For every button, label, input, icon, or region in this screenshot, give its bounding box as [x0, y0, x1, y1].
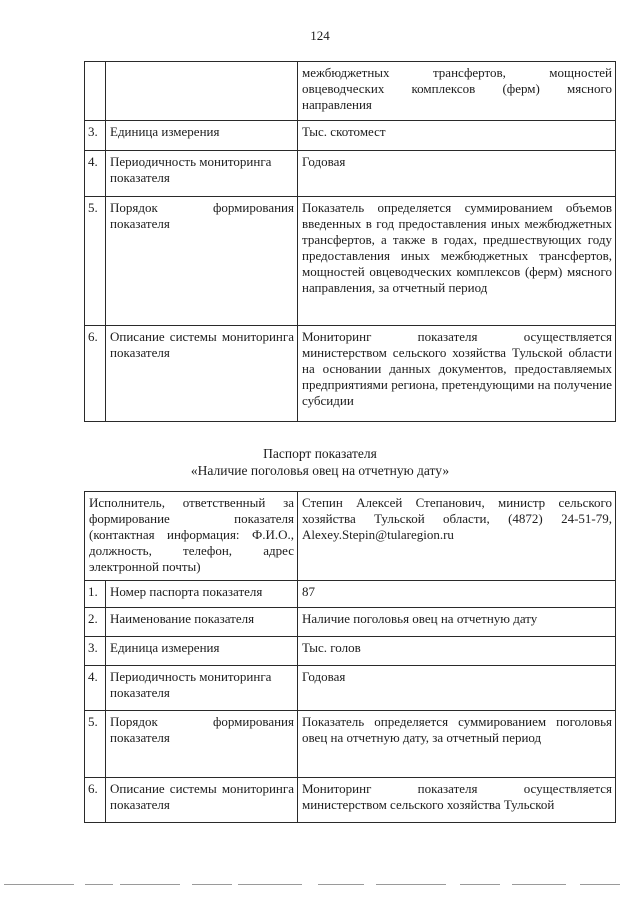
row-number: 5. — [85, 197, 106, 326]
row-value: Наличие поголовья овец на отчетную дату — [298, 608, 616, 637]
row-label: Периодичность мониторинга показателя — [106, 151, 298, 197]
table-row — [85, 637, 616, 666]
row-label: Единица измерения — [106, 637, 298, 666]
row-label: Описание системы мониторинга показателя — [106, 778, 298, 823]
row-number: 3. — [85, 637, 106, 666]
table-row — [85, 151, 616, 197]
table-row — [85, 492, 616, 581]
row-value: межбюджетных трансфертов, мощностей овцеводческих комплексов (ферм) мясного направления — [298, 62, 616, 121]
row-number: 6. — [85, 778, 106, 823]
row-value: 87 — [298, 581, 616, 608]
table-row — [85, 666, 616, 711]
row-label: Номер паспорта показателя — [106, 581, 298, 608]
row-label: Периодичность мониторинга показателя — [106, 666, 298, 711]
row-value: Мониторинг показателя осуществляется министерством сельского хозяйства Тульской — [298, 778, 616, 823]
row-number: 1. — [85, 581, 106, 608]
row-label: Единица измерения — [106, 121, 298, 151]
row-number: 5. — [85, 711, 106, 778]
indicator-table-continued — [84, 61, 616, 422]
row-value: Годовая — [298, 151, 616, 197]
page-number: 124 — [310, 28, 330, 43]
passport-table — [84, 491, 616, 823]
row-number: 6. — [85, 326, 106, 422]
passport-title-line2: «Наличие поголовья овец на отчетную дату» — [190, 463, 450, 478]
scan-artifact-line — [0, 884, 640, 888]
passport-title — [0, 445, 640, 479]
row-label: Порядок формирования показателя — [106, 711, 298, 778]
row-number — [85, 62, 106, 121]
table-row — [85, 778, 616, 823]
row-number: 4. — [85, 666, 106, 711]
executor-value: Степин Алексей Степанович, министр сельского хозяйства Тульской области, (4872) 24-51-79, Alexey.Stepin@tularegion.ru — [298, 492, 616, 581]
table-row — [85, 711, 616, 778]
table-row — [85, 121, 616, 151]
row-number: 4. — [85, 151, 106, 197]
row-value: Тыс. скотомест — [298, 121, 616, 151]
row-value: Показатель определяется суммированием поголовья овец на отчетную дату, за отчетный период — [298, 711, 616, 778]
table-row — [85, 608, 616, 637]
row-label: Описание системы мониторинга показателя — [106, 326, 298, 422]
table-row — [85, 326, 616, 422]
table-row — [85, 62, 616, 121]
row-number: 2. — [85, 608, 106, 637]
table-row — [85, 197, 616, 326]
row-number: 3. — [85, 121, 106, 151]
row-label: Порядок формирования показателя — [106, 197, 298, 326]
passport-title-line1: Паспорт показателя — [263, 446, 377, 461]
row-value: Годовая — [298, 666, 616, 711]
row-label: Наименование показателя — [106, 608, 298, 637]
table-row — [85, 581, 616, 608]
row-value: Показатель определяется суммированием объемов введенных в год предоставления иных межбюджетных трансфертов, а также в годах, предшествующих году предоставления иных межбюджетных трансфертов, мощностей овцеводческих комплексов (ферм) мясного направления, за отчетный период — [298, 197, 616, 326]
executor-label: Исполнитель, ответственный за формирование показателя (контактная информация: Ф.И.О., должность, телефон, адрес электронной почты) — [85, 492, 298, 581]
row-value: Мониторинг показателя осуществляется министерством сельского хозяйства Тульской области на основании данных документов, предоставляемых предприятиями региона, претендующими на получение субсидии — [298, 326, 616, 422]
row-value: Тыс. голов — [298, 637, 616, 666]
row-label — [106, 62, 298, 121]
